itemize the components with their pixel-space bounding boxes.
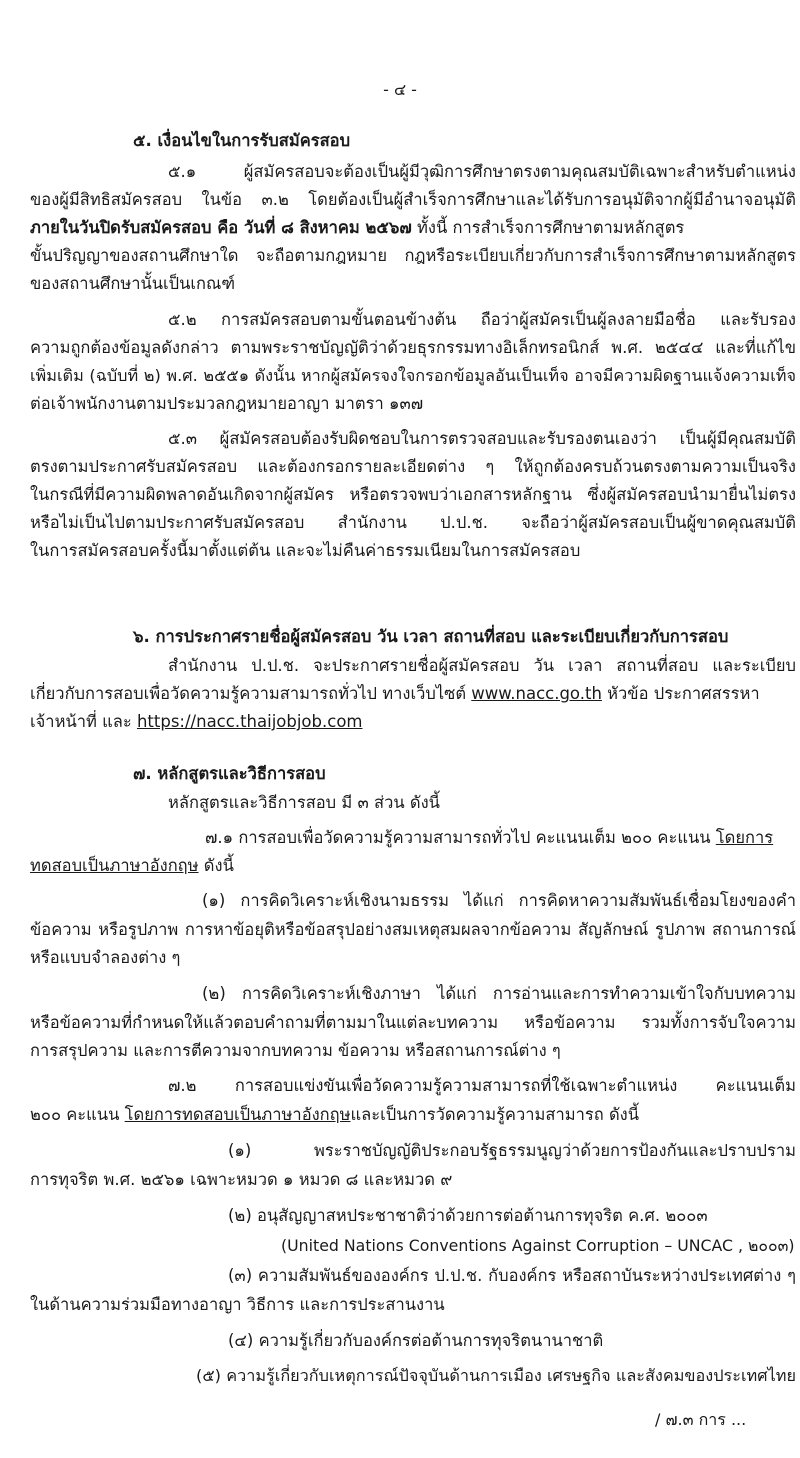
para-5-1-line-1: ๕.๑ ผู้สมัครสอบจะต้องเป็นผู้มีวุฒิการศึกษาตรงตามคุณสมบัติเฉพาะสำหรับตำแหน่ง	[168, 162, 796, 181]
english-test-note: โดยการ	[715, 828, 774, 847]
para-5-1-line-3-tail: ทั้งนี้ การสำเร็จการศึกษาตามหลักสูตร	[411, 218, 685, 237]
para-7-1-line-1	[205, 827, 773, 849]
item-7-1-1-line-2: ข้อความ หรือรูปภาพ การหาข้อยุติหรือข้อสรุปอย่างสมเหตุสมผลจากข้อความ สัญลักษณ์ รูปภาพ สถานการณ์	[30, 920, 796, 939]
para-5-2-line-4: ต่อเจ้าพนักงานตามประมวลกฎหมายอาญา มาตรา ๑๓๗	[30, 394, 424, 413]
section-5-heading: ๕. เงื่อนไขในการรับสมัครสอบ	[133, 131, 351, 150]
continuation-marker: / ๗.๓ การ ...	[655, 1410, 747, 1429]
section-6-line-3	[30, 711, 362, 733]
english-test-note-2: โดยการทดสอบเป็นภาษาอังกฤษ	[124, 1105, 351, 1124]
para-5-3-line-2: ตรงตามประกาศรับสมัครสอบ และต้องกรอกรายละเอียดต่าง ๆ ให้ถูกต้องครบถ้วนตรงตามความเป็นจริง	[30, 457, 796, 476]
para-5-2-line-2: ความถูกต้องข้อมูลดังกล่าว ตามพระราชบัญญัติว่าด้วยธุรกรรมทางอิเล็กทรอนิกส์ พ.ศ. ๒๕๔๔ และที่แก้ไข	[30, 338, 796, 357]
section-6-line-2-text: เกี่ยวกับการสอบเพื่อวัดความรู้ความสามารถทั่วไป ทางเว็บไซต์	[30, 684, 472, 703]
section-7-intro: หลักสูตรและวิธีการสอบ มี ๓ ส่วน ดังนี้	[168, 793, 440, 812]
english-test-note-cont: ทดสอบเป็นภาษาอังกฤษ	[30, 856, 199, 875]
para-5-1-line-4: ขั้นปริญญาของสถานศึกษาใด จะถือตามกฎหมาย กฎหรือระเบียบเกี่ยวกับการสำเร็จการศึกษาตามหลักสูตร	[30, 246, 796, 265]
para-5-3-line-3: ในกรณีที่มีความผิดพลาดอันเกิดจากผู้สมัคร หรือตรวจพบว่าเอกสารหลักฐาน ซึ่งผู้สมัครสอบนำมายื่นไม่ตรง	[30, 485, 796, 504]
item-7-2-2-line-1: (๒) อนุสัญญาสหประชาชาติว่าด้วยการต่อต้านการทุจริต ค.ศ. ๒๐๐๓	[228, 1206, 708, 1225]
item-7-2-5: (๕) ความรู้เกี่ยวกับเหตุการณ์ปัจจุบันด้านการเมือง เศรษฐกิจ และสังคมของประเทศไทย	[196, 1366, 796, 1385]
item-7-1-1-line-1: (๑) การคิดวิเคราะห์เชิงนามธรรม ได้แก่ การคิดหาความสัมพันธ์เชื่อมโยงของคำ	[202, 891, 796, 910]
para-5-1-line-2: ของผู้มีสิทธิสมัครสอบ ในข้อ ๓.๒ โดยต้องเป็นผู้สำเร็จการศึกษาและได้รับการอนุมัติจากผู้มีอำนาจอนุมัติ	[30, 190, 796, 209]
para-7-1-line-2-tail: ดังนี้	[198, 856, 234, 875]
para-5-3-line-1: ๕.๓ ผู้สมัครสอบต้องรับผิดชอบในการตรวจสอบและรับรองตนเองว่า เป็นผู้มีคุณสมบัติ	[168, 429, 796, 448]
para-5-2-line-1: ๕.๒ การสมัครสอบตามขั้นตอนข้างต้น ถือว่าผู้สมัครเป็นผู้ลงลายมือชื่อ และรับรอง	[168, 310, 796, 329]
website-link[interactable]: www.nacc.go.th	[471, 684, 602, 703]
section-6-line-2-tail: หัวข้อ ประกาศสรรหา	[601, 684, 760, 703]
para-5-1-line-3	[30, 217, 796, 239]
para-7-2-line-1: ๗.๒ การสอบแข่งขันเพื่อวัดความรู้ความสามารถที่ใช้เฉพาะตำแหน่ง คะแนนเต็ม	[168, 1076, 796, 1095]
para-5-3-line-4: หรือไม่เป็นไปตามประกาศรับสมัครสอบ สำนักงาน ป.ป.ช. จะถือว่าผู้สมัครสอบเป็นผู้ขาดคุณสมบัติ	[30, 513, 796, 532]
para-7-1-line-2	[30, 855, 234, 877]
item-7-1-1-line-3: หรือแบบจำลองต่าง ๆ	[30, 948, 181, 967]
para-7-2-line-2-text: ๒๐๐ คะแนน	[30, 1105, 125, 1124]
item-7-2-4: (๔) ความรู้เกี่ยวกับองค์กรต่อต้านการทุจริตนานาชาติ	[228, 1331, 604, 1350]
section-7-heading: ๗. หลักสูตรและวิธีการสอบ	[133, 764, 326, 783]
jobs-link[interactable]: https://nacc.thaijobjob.com	[136, 712, 363, 731]
para-5-2-line-3: เพิ่มเติม (ฉบับที่ ๒) พ.ศ. ๒๕๕๑ ดังนั้น หากผู้สมัครจงใจกรอกข้อมูลอันเป็นเท็จ อาจมีความผิดฐานแจ้งความเท็จ	[30, 366, 796, 385]
section-6-heading: ๖. การประกาศรายชื่อผู้สมัครสอบ วัน เวลา สถานที่สอบ และระเบียบเกี่ยวกับการสอบ	[133, 627, 729, 646]
para-7-2-line-2	[30, 1104, 639, 1126]
para-5-3-line-5: ในการสมัครสอบครั้งนี้มาตั้งแต่ต้น และจะไม่คืนค่าธรรมเนียมในการสมัครสอบ	[30, 541, 581, 560]
deadline-text: ภายในวันปิดรับสมัครสอบ คือ วันที่ ๘ สิงหาคม ๒๕๖๗	[30, 218, 412, 237]
para-7-2-line-2-tail: และเป็นการวัดความรู้ความสามารถ ดังนี้	[350, 1105, 640, 1124]
item-7-1-2-line-1: (๒) การคิดวิเคราะห์เชิงภาษา ได้แก่ การอ่านและการทำความเข้าใจกับบทความ	[202, 984, 796, 1003]
para-5-1-line-5: ของสถานศึกษานั้นเป็นเกณฑ์	[30, 274, 236, 293]
section-6-line-2	[30, 683, 760, 705]
item-7-2-2-line-2: (United Nations Conventions Against Corruption – UNCAC , ๒๐๐๓)	[281, 1236, 795, 1255]
item-7-2-1-line-1: (๑) พระราชบัญญัติประกอบรัฐธรรมนูญว่าด้วยการป้องกันและปราบปราม	[228, 1141, 796, 1160]
item-7-1-2-line-2: หรือข้อความที่กำหนดให้แล้วตอบคำถามที่ตามมาในแต่ละบทความ หรือข้อความ รวมทั้งการจับใจความ	[30, 1013, 796, 1032]
section-6-line-1: สำนักงาน ป.ป.ช. จะประกาศรายชื่อผู้สมัครสอบ วัน เวลา สถานที่สอบ และระเบียบ	[168, 656, 796, 675]
page-number: - ๔ -	[383, 80, 417, 99]
item-7-1-2-line-3: การสรุปความ และการตีความจากบทความ ข้อความ หรือสถานการณ์ต่าง ๆ	[30, 1041, 561, 1060]
item-7-2-3-line-1: (๓) ความสัมพันธ์ขององค์กร ป.ป.ช. กับองค์กร หรือสถาบันระหว่างประเทศต่าง ๆ	[228, 1266, 796, 1285]
section-6-line-3-text: เจ้าหน้าที่ และ	[30, 712, 137, 731]
item-7-2-1-line-2: การทุจริต พ.ศ. ๒๕๖๑ เฉพาะหมวด ๑ หมวด ๘ และหมวด ๙	[30, 1170, 453, 1189]
para-7-1-line-1-text: ๗.๑ การสอบเพื่อวัดความรู้ความสามารถทั่วไป คะแนนเต็ม ๒๐๐ คะแนน	[205, 828, 716, 847]
item-7-2-3-line-2: ในด้านความร่วมมือทางอาญา วิธีการ และการประสานงาน	[30, 1295, 445, 1314]
